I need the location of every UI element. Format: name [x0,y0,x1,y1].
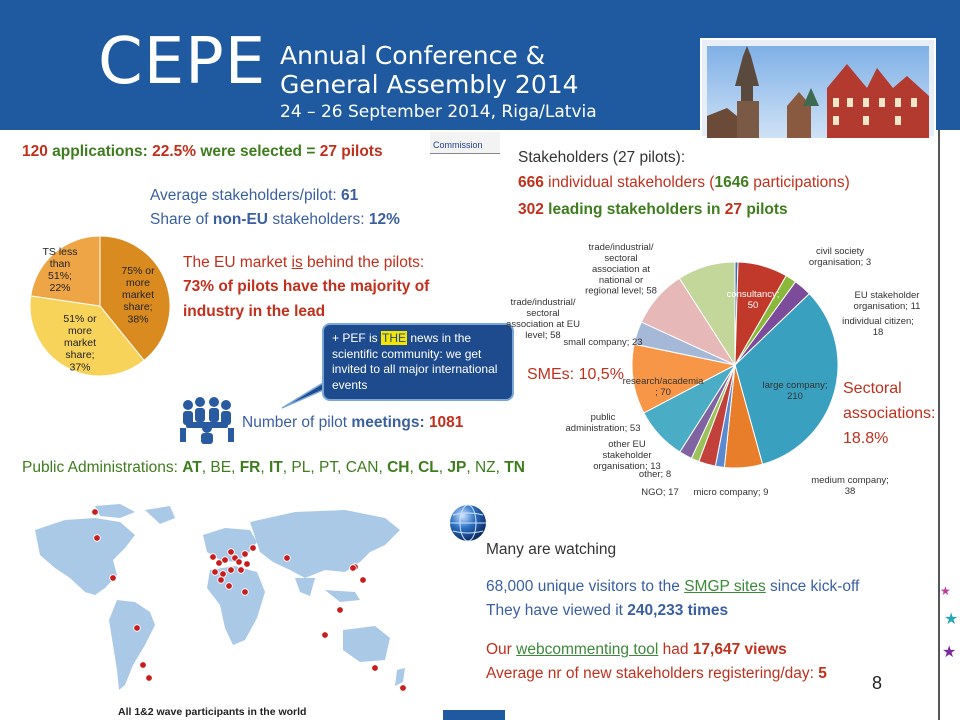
smes-share: SMEs: 10,5% [527,366,624,383]
non-eu-share: Share of non-EU stakeholders: 12% [150,211,400,228]
pie-label: civil society organisation; 3 [808,246,872,268]
participant-marker [94,535,101,542]
european-commission-logo: Commission [430,132,500,154]
participant-marker [284,555,291,562]
pie-label: trade/industrial/ sectoral association at EU level; 58 [506,297,580,341]
smgp-sites-link[interactable]: SMGP sites [684,578,766,595]
pie-label: micro company; 9 [693,487,769,498]
country-code: CL [418,459,439,476]
page-number: 8 [872,673,883,693]
svg-text:★: ★ [940,584,951,598]
country-code: JP [447,459,467,476]
participant-marker [220,571,227,578]
pie-label: other EU stakeholder organisation; 13 [593,439,661,472]
participant-marker [337,607,344,614]
country-separator: , [495,459,505,476]
country-separator: , [282,459,292,476]
people-meeting-icon [178,396,236,444]
participant-marker [140,662,147,669]
country-separator: , [378,459,388,476]
pef-callout: + PEF is THE news in the scientific community: we get invited to all major international events [322,323,514,401]
country-separator: , [337,459,346,476]
decorative-stars-icon [936,583,960,663]
participant-marker [216,560,223,567]
webcommenting-views: Our webcommenting tool had 17,647 views [486,641,787,658]
average-stakeholders: Average stakeholders/pilot: 61 [150,187,359,204]
pie-label: TS less than 51%; 22% [42,246,78,295]
unique-visitors: 68,000 unique visitors to the SMGP sites since kick-off [486,578,860,595]
market-share-pie-chart [20,230,180,385]
country-code: TN [504,459,525,476]
pie-label: 75% or more market share; 38% [121,265,155,326]
pie-label: small company; 23 [563,337,643,348]
pie-label: large company; 210 [762,380,828,402]
pie-label: other; 8 [638,469,672,480]
watching-title: Many are watching [486,541,617,558]
participant-marker [134,625,141,632]
pie-label: individual citizen; 18 [842,316,914,338]
participant-marker [222,557,229,564]
public-administrations: Public Administrations: AT, BE, FR, IT, PL, PT, CAN, CH, CL, JP, NZ, TN [22,459,525,476]
participant-marker [372,665,379,672]
participant-marker [110,575,117,582]
country-code: CAN [345,459,379,476]
webcommenting-tool-link[interactable]: webcommenting tool [516,641,659,658]
globe-icon [448,503,488,543]
participant-marker [322,632,329,639]
riga-photo [707,46,929,138]
country-separator: , [260,459,269,476]
participant-marker [360,577,367,584]
country-separator: , [409,459,419,476]
participant-marker [218,577,225,584]
leading-stakeholders: 302 leading stakeholders in 27 pilots [518,201,788,218]
pie-label: NGO; 17 [641,487,679,498]
brand-logo: CEPE [98,25,267,99]
pilot-meetings-count: Number of pilot meetings: 1081 [242,414,464,431]
eu-market-line3: industry in the lead [183,303,326,320]
conference-date: 24 – 26 September 2014, Riga/Latvia [280,102,597,122]
participant-marker [92,509,99,516]
eu-market-line1: The EU market is behind the pilots: [183,254,425,271]
country-code: IT [269,459,283,476]
participant-marker [212,569,219,576]
country-separator: , [231,459,240,476]
participant-marker [400,685,407,692]
footer-accent-bar [443,710,505,720]
country-separator: , [466,459,475,476]
participant-marker [242,589,249,596]
pie-label: research/academia ; 70 [622,376,704,398]
country-code: PT [319,459,338,476]
svg-text:★: ★ [944,609,959,628]
participants-world-map [25,500,435,705]
country-separator: , [310,459,319,476]
participant-marker [250,545,257,552]
applications-summary: 120 applications: 22.5% were selected = 27 pilots [22,143,383,160]
participant-marker [236,559,243,566]
country-code: BE [210,459,232,476]
country-code: NZ [474,459,496,476]
country-code: CH [387,459,410,476]
participant-marker [228,549,235,556]
country-code: FR [239,459,261,476]
sectoral-associations-share: Sectoral associations: 18.8% [843,380,936,447]
participant-marker [226,583,233,590]
individual-stakeholders: 666 individual stakeholders (1646 participations) [518,174,850,191]
pie-label: medium company; 38 [811,475,889,497]
participant-marker [244,561,251,568]
conference-title-line2: General Assembly 2014 [280,70,579,99]
pie-label: public administration; 53 [565,412,641,434]
country-separator: , [438,459,448,476]
conference-title-line1: Annual Conference & [280,41,546,70]
map-caption: All 1&2 wave participants in the world [118,706,307,718]
country-code: PL [291,459,311,476]
total-views: They have viewed it 240,233 times [486,602,729,619]
participant-marker [210,554,217,561]
average-new-stakeholders: Average nr of new stakeholders registering/day: 5 [486,665,827,682]
country-separator: , [201,459,211,476]
participant-marker [238,567,245,574]
pie-label: 51% or more market share; 37% [63,313,97,374]
pie-label: EU stakeholder organisation; 11 [853,290,921,312]
participant-marker [146,675,153,682]
participant-marker [350,565,357,572]
eu-market-line2: 73% of pilots have the majority of [183,278,430,295]
stakeholders-title: Stakeholders (27 pilots): [518,149,686,166]
pie-label: trade/industrial/ sectoral association at national or regional level; 58 [585,242,657,297]
participant-marker [228,567,235,574]
participant-marker [242,551,249,558]
country-code: AT [182,459,202,476]
pie-label: consultancy; 50 [726,289,780,311]
svg-text:★: ★ [942,642,957,661]
